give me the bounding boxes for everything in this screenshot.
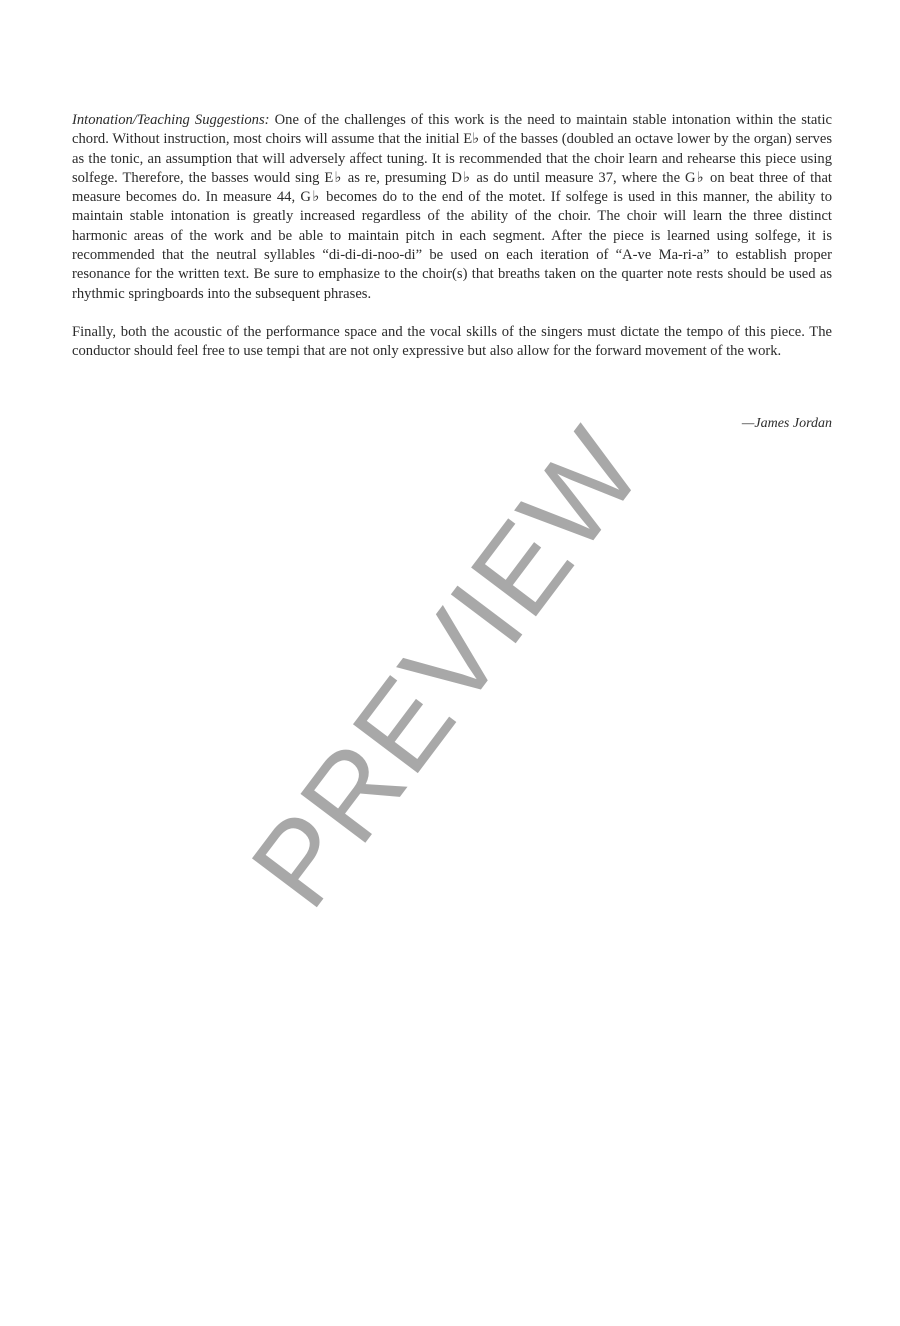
paragraph-body: One of the challenges of this work is the need to maintain stable intonation within the static chord. Without instruction, most choirs will assume that the initial E♭ of the basses (doubled an octave lower by the organ) serves as the tonic, an assumption that will adversely affect tuning. It is recommended that the choir learn and rehearse this piece using solfege. Therefore, the basses would sing E♭ as re, presuming D♭ as do until measure 37, where the G♭ on beat three of that measure becomes do. In measure 44, G♭ becomes do to the end of the motet. If solfege is used in this manner, the ability to maintain stable intonation is greatly increased regardless of the ability of the choir. The choir will learn the three distinct harmonic areas of the work and be able to maintain pitch in each segment. After the piece is learned using solfege, it is recommended that the neutral syllables “di-di-di-noo-di” be used on each iteration of “A-ve Ma-ri-a” to establish proper resonance for the written text. Be sure to emphasize to the choir(s) that breaths taken on the quarter note rests should be used as rhythmic springboards into the subsequent phrases. bbox=[72, 112, 832, 302]
author-signature: —James Jordan bbox=[741, 416, 832, 431]
paragraph-lead: Intonation/Teaching Suggestions: bbox=[72, 112, 270, 128]
teaching-suggestions-paragraph bbox=[72, 111, 832, 304]
preview-watermark: PREVIEW bbox=[226, 405, 668, 931]
document-body bbox=[72, 111, 832, 362]
tempo-paragraph: Finally, both the acoustic of the performance space and the vocal skills of the singers must dictate the tempo of this piece. The conductor should feel free to use tempi that are not only expressive but also allow for the forward movement of the work. bbox=[72, 323, 832, 360]
